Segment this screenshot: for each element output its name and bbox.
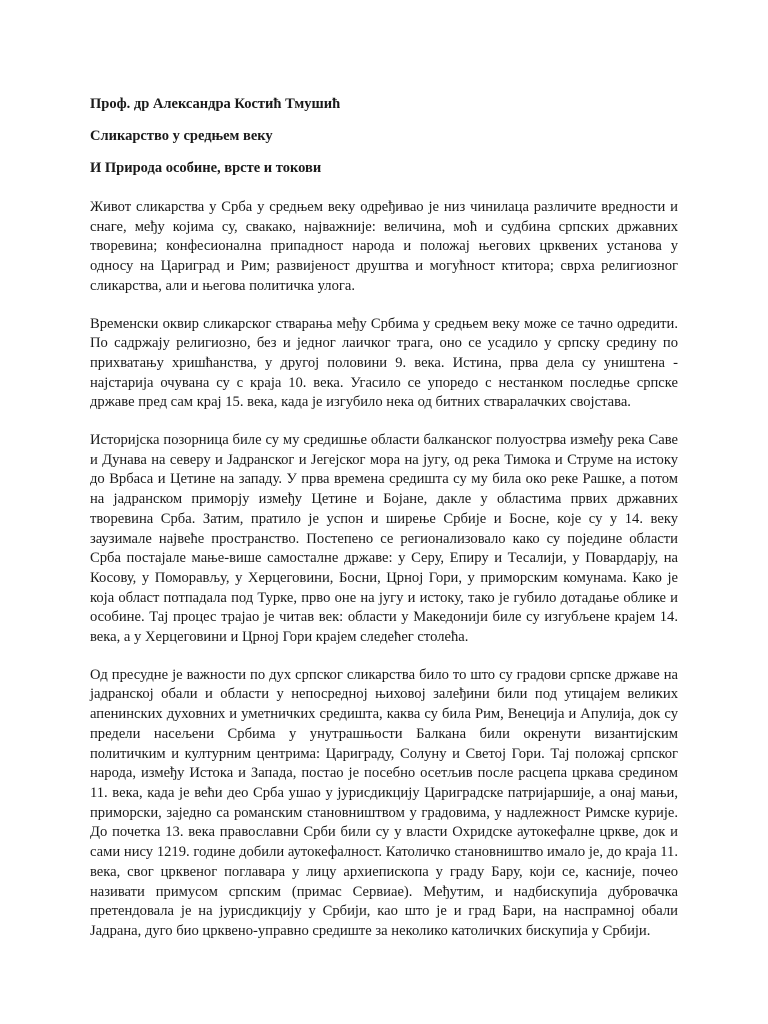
paragraph: Живот сликарства у Срба у средњем веку одређивао је низ чинилаца различите вредности и снаге, међу којима су, свакако, најважније: величина, моћ и судбина српских државних творевина; конфесионална припадност народа и положај његових црквених установа у односу на Цариград и Рим; развијеност друштва и могућност ктитора; сврха религиозног сликарства, али и његова политичка улога.: [90, 199, 678, 294]
paragraph: Временски оквир сликарског стварања међу Србима у средњем веку може се тачно одредити. По садржају религиозно, без и једног лаичког трага, оно се усадило у српску средину по прихватању хришћанства, у другој половини 9. века. Истина, прва дела су уништена - најстарија очувана су с краја 10. века. Угасило се упоредо с нестанком последње српске државе пред сам крај 15. века, када је изгубило нека од битних стваралачких својстава.: [90, 315, 678, 411]
paragraph: Од пресудне је важности по дух српског сликарства било то што су градови српске државе на јадранској обали и области у непосредној њиховој залеђини били под утицајем великих апенинских духовних и уметничких средишта, каква су била Рим, Венеција и Апулија, док су предели насељени Србима у унутрашњости Балкана били окренути византијским политичким и културним центрима: Цариграду, Солуну и Светој Гори. Тај положај српског народа, између Истока и Запада, постао је посебно осетљив после расцепа цркава средином 11. века, када је већи део Срба ушао у јурисдикцију Цариградске патријаршије, а онај мањи, приморски, заједно са романским становништвом у градовима, у надлежност Римске курије. До почетка 13. века православни Срби били су у власти Охридске аутокефалне цркве, док и сами нису 1219. године добили аутокефалност. Католичко становништво имало је, до краја 11. века, свог црквеног поглавара у лицу архиепископа у граду Бару, који се, касније, почео називати примусом српским (примас Сервиае). Међутим, и надбискупија дубровачка претендовала је на јурисдикцију у Србији, као што је и град Бари, на наспрамној обали Јадрана, дуго био црквено-управно средиште за неколико католичких бискупија у Србији.: [90, 666, 678, 939]
chapter-heading: И Природа особине, врсте и токови: [90, 160, 322, 176]
document-page: [90, 95, 678, 942]
document-title: Сликарство у средњем веку: [90, 128, 273, 144]
paragraph: Историјска позорница биле су му средишње области балканског полуострва између река Саве и Дунава на северу и Јадранског и Јегејског мора на југу, од река Тимока и Струме на истоку до Врбаса и Цетине на западу. У прва времена средишта су му била око реке Рашке, а потом на јадранском приморју између Цетине и Бојане, дакле у областима првих државних творевина Срба. Затим, пратило је успон и ширење Србије и Босне, које су у 14. веку заузимале највеће пространство. Постепено се регионализовало како су поједине области Срба постајале мање-више самосталне државе: у Серу, Епиру и Тесалији, у Повардарју, на Косову, у Поморављу, у Херцеговини, Босни, Црној Гори, у приморским комунама. Како је која област потпадала под Турке, прво оне на југу и истоку, тако је губило дотадање облике и особине. Тај процес трајао је читав век: области у Македонији биле су изгубљене крајем 14. века, а у Херцеговини и Црној Гори крајем следећег столећа.: [90, 432, 678, 646]
author-line: Проф. др Александра Костић Тмушић: [90, 96, 341, 112]
